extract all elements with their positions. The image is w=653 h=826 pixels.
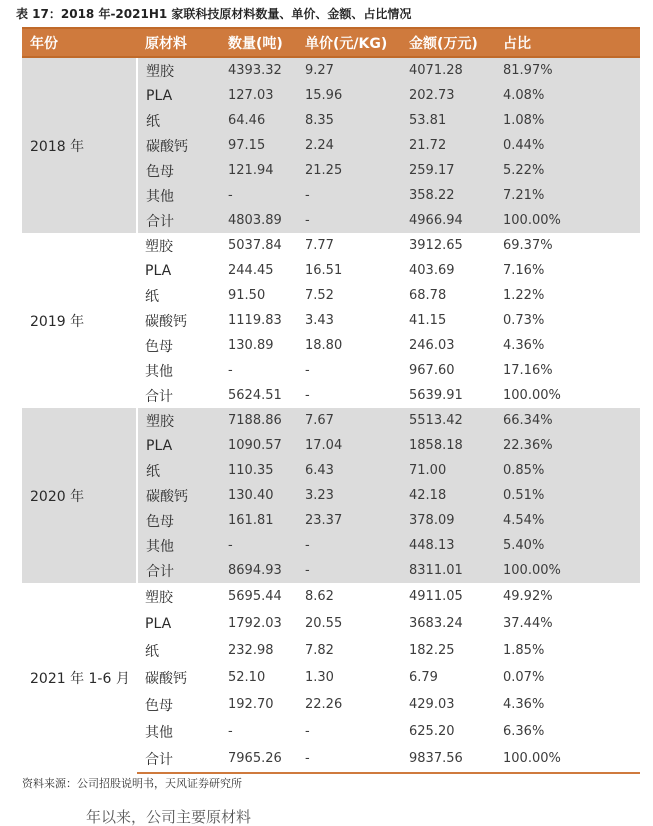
amount-cell: 4071.28 — [401, 57, 495, 83]
table-caption: 表 17：2018 年-2021H1 家联科技原材料数量、单价、金额、占比情况 — [16, 7, 412, 21]
share-cell: 5.40% — [495, 533, 640, 558]
amount-cell: 1858.18 — [401, 433, 495, 458]
price-cell: 21.25 — [297, 158, 401, 183]
price-cell: 17.04 — [297, 433, 401, 458]
amount-cell: 6.79 — [401, 664, 495, 691]
material-cell: 塑胶 — [137, 408, 220, 433]
amount-cell: 9837.56 — [401, 745, 495, 773]
amount-cell: 378.09 — [401, 508, 495, 533]
amount-cell: 21.72 — [401, 133, 495, 158]
quantity-cell: 91.50 — [220, 283, 297, 308]
amount-cell: 429.03 — [401, 691, 495, 718]
quantity-cell: 5695.44 — [220, 583, 297, 610]
quantity-cell: 4393.32 — [220, 57, 297, 83]
quantity-cell: 1090.57 — [220, 433, 297, 458]
header-year: 年份 — [22, 28, 137, 57]
price-cell: - — [297, 745, 401, 773]
amount-cell: 5513.42 — [401, 408, 495, 433]
quantity-cell: 7965.26 — [220, 745, 297, 773]
material-cell: 合计 — [137, 208, 220, 233]
quantity-cell: 121.94 — [220, 158, 297, 183]
amount-cell: 246.03 — [401, 333, 495, 358]
share-cell: 66.34% — [495, 408, 640, 433]
amount-cell: 53.81 — [401, 108, 495, 133]
price-cell: 16.51 — [297, 258, 401, 283]
material-cell: 色母 — [137, 333, 220, 358]
share-cell: 100.00% — [495, 745, 640, 773]
quantity-cell: 110.35 — [220, 458, 297, 483]
material-cell: 碳酸钙 — [137, 133, 220, 158]
price-cell: 7.77 — [297, 233, 401, 258]
material-cell: 其他 — [137, 533, 220, 558]
share-cell: 1.08% — [495, 108, 640, 133]
price-cell: - — [297, 383, 401, 408]
share-cell: 22.36% — [495, 433, 640, 458]
material-cell: PLA — [137, 433, 220, 458]
share-cell: 49.92% — [495, 583, 640, 610]
material-cell: 色母 — [137, 508, 220, 533]
price-cell: 23.37 — [297, 508, 401, 533]
table-row — [22, 57, 640, 83]
material-cell: 塑胶 — [137, 233, 220, 258]
material-cell: 合计 — [137, 558, 220, 583]
table-row — [22, 583, 640, 610]
material-cell: PLA — [137, 258, 220, 283]
price-cell: 1.30 — [297, 664, 401, 691]
share-cell: 4.36% — [495, 333, 640, 358]
share-cell: 100.00% — [495, 558, 640, 583]
material-cell: 其他 — [137, 183, 220, 208]
quantity-cell: 8694.93 — [220, 558, 297, 583]
price-cell: 22.26 — [297, 691, 401, 718]
amount-cell: 625.20 — [401, 718, 495, 745]
quantity-cell: 7188.86 — [220, 408, 297, 433]
share-cell: 4.36% — [495, 691, 640, 718]
amount-cell: 4911.05 — [401, 583, 495, 610]
share-cell: 7.21% — [495, 183, 640, 208]
material-cell: 纸 — [137, 637, 220, 664]
year-cell: 2020 年 — [22, 408, 137, 583]
source-note: 资料来源：公司招股说明书，天风证券研究所 — [22, 777, 242, 790]
amount-cell: 358.22 — [401, 183, 495, 208]
quantity-cell: 1119.83 — [220, 308, 297, 333]
price-cell: 18.80 — [297, 333, 401, 358]
quantity-cell: 5037.84 — [220, 233, 297, 258]
cut-off-body-text: 年以来，公司主要原材料 — [86, 808, 252, 826]
share-cell: 0.44% — [495, 133, 640, 158]
header-price: 单价(元/KG) — [297, 28, 401, 57]
material-cell: 其他 — [137, 358, 220, 383]
year-cell: 2018 年 — [22, 57, 137, 233]
table-header-row — [22, 28, 640, 57]
share-cell: 4.08% — [495, 83, 640, 108]
share-cell: 81.97% — [495, 57, 640, 83]
share-cell: 0.51% — [495, 483, 640, 508]
material-cell: 合计 — [137, 745, 220, 773]
quantity-cell: - — [220, 533, 297, 558]
material-cell: 塑胶 — [137, 583, 220, 610]
price-cell: - — [297, 718, 401, 745]
quantity-cell: 5624.51 — [220, 383, 297, 408]
material-cell: PLA — [137, 610, 220, 637]
share-cell: 0.85% — [495, 458, 640, 483]
quantity-cell: - — [220, 718, 297, 745]
table-row — [22, 233, 640, 258]
header-share: 占比 — [495, 28, 640, 57]
price-cell: 6.43 — [297, 458, 401, 483]
amount-cell: 42.18 — [401, 483, 495, 508]
quantity-cell: 244.45 — [220, 258, 297, 283]
amount-cell: 3912.65 — [401, 233, 495, 258]
price-cell: 8.62 — [297, 583, 401, 610]
material-cell: 合计 — [137, 383, 220, 408]
material-cell: 碳酸钙 — [137, 483, 220, 508]
quantity-cell: 130.40 — [220, 483, 297, 508]
quantity-cell: 130.89 — [220, 333, 297, 358]
year-cell: 2021 年 1-6 月 — [22, 583, 137, 773]
material-cell: 纸 — [137, 458, 220, 483]
price-cell: 7.52 — [297, 283, 401, 308]
quantity-cell: 52.10 — [220, 664, 297, 691]
material-cell: 塑胶 — [137, 57, 220, 83]
share-cell: 69.37% — [495, 233, 640, 258]
quantity-cell: - — [220, 358, 297, 383]
year-cell: 2019 年 — [22, 233, 137, 408]
amount-cell: 71.00 — [401, 458, 495, 483]
price-cell: 3.43 — [297, 308, 401, 333]
quantity-cell: 97.15 — [220, 133, 297, 158]
price-cell: - — [297, 358, 401, 383]
price-cell: - — [297, 533, 401, 558]
price-cell: 7.82 — [297, 637, 401, 664]
share-cell: 100.00% — [495, 208, 640, 233]
quantity-cell: 161.81 — [220, 508, 297, 533]
amount-cell: 3683.24 — [401, 610, 495, 637]
amount-cell: 8311.01 — [401, 558, 495, 583]
share-cell: 6.36% — [495, 718, 640, 745]
quantity-cell: 232.98 — [220, 637, 297, 664]
amount-cell: 41.15 — [401, 308, 495, 333]
share-cell: 5.22% — [495, 158, 640, 183]
share-cell: 1.85% — [495, 637, 640, 664]
share-cell: 0.73% — [495, 308, 640, 333]
share-cell: 1.22% — [495, 283, 640, 308]
share-cell: 100.00% — [495, 383, 640, 408]
price-cell: 8.35 — [297, 108, 401, 133]
amount-cell: 202.73 — [401, 83, 495, 108]
amount-cell: 403.69 — [401, 258, 495, 283]
material-cell: 色母 — [137, 158, 220, 183]
price-cell: - — [297, 208, 401, 233]
price-cell: 2.24 — [297, 133, 401, 158]
share-cell: 7.16% — [495, 258, 640, 283]
amount-cell: 448.13 — [401, 533, 495, 558]
price-cell: 9.27 — [297, 57, 401, 83]
material-cell: 其他 — [137, 718, 220, 745]
table-body — [22, 57, 640, 773]
header-material: 原材料 — [137, 28, 220, 57]
material-cell: PLA — [137, 83, 220, 108]
price-cell: 7.67 — [297, 408, 401, 433]
amount-cell: 4966.94 — [401, 208, 495, 233]
price-cell: 15.96 — [297, 83, 401, 108]
table-row — [22, 408, 640, 433]
material-cell: 纸 — [137, 283, 220, 308]
share-cell: 0.07% — [495, 664, 640, 691]
raw-material-table — [22, 27, 640, 774]
quantity-cell: 64.46 — [220, 108, 297, 133]
amount-cell: 182.25 — [401, 637, 495, 664]
price-cell: 20.55 — [297, 610, 401, 637]
material-cell: 纸 — [137, 108, 220, 133]
quantity-cell: 1792.03 — [220, 610, 297, 637]
amount-cell: 5639.91 — [401, 383, 495, 408]
quantity-cell: - — [220, 183, 297, 208]
header-quantity: 数量(吨) — [220, 28, 297, 57]
price-cell: - — [297, 183, 401, 208]
amount-cell: 259.17 — [401, 158, 495, 183]
share-cell: 4.54% — [495, 508, 640, 533]
quantity-cell: 192.70 — [220, 691, 297, 718]
amount-cell: 68.78 — [401, 283, 495, 308]
material-cell: 色母 — [137, 691, 220, 718]
share-cell: 37.44% — [495, 610, 640, 637]
quantity-cell: 127.03 — [220, 83, 297, 108]
share-cell: 17.16% — [495, 358, 640, 383]
price-cell: - — [297, 558, 401, 583]
header-amount: 金额(万元) — [401, 28, 495, 57]
quantity-cell: 4803.89 — [220, 208, 297, 233]
amount-cell: 967.60 — [401, 358, 495, 383]
material-cell: 碳酸钙 — [137, 664, 220, 691]
material-cell: 碳酸钙 — [137, 308, 220, 333]
price-cell: 3.23 — [297, 483, 401, 508]
